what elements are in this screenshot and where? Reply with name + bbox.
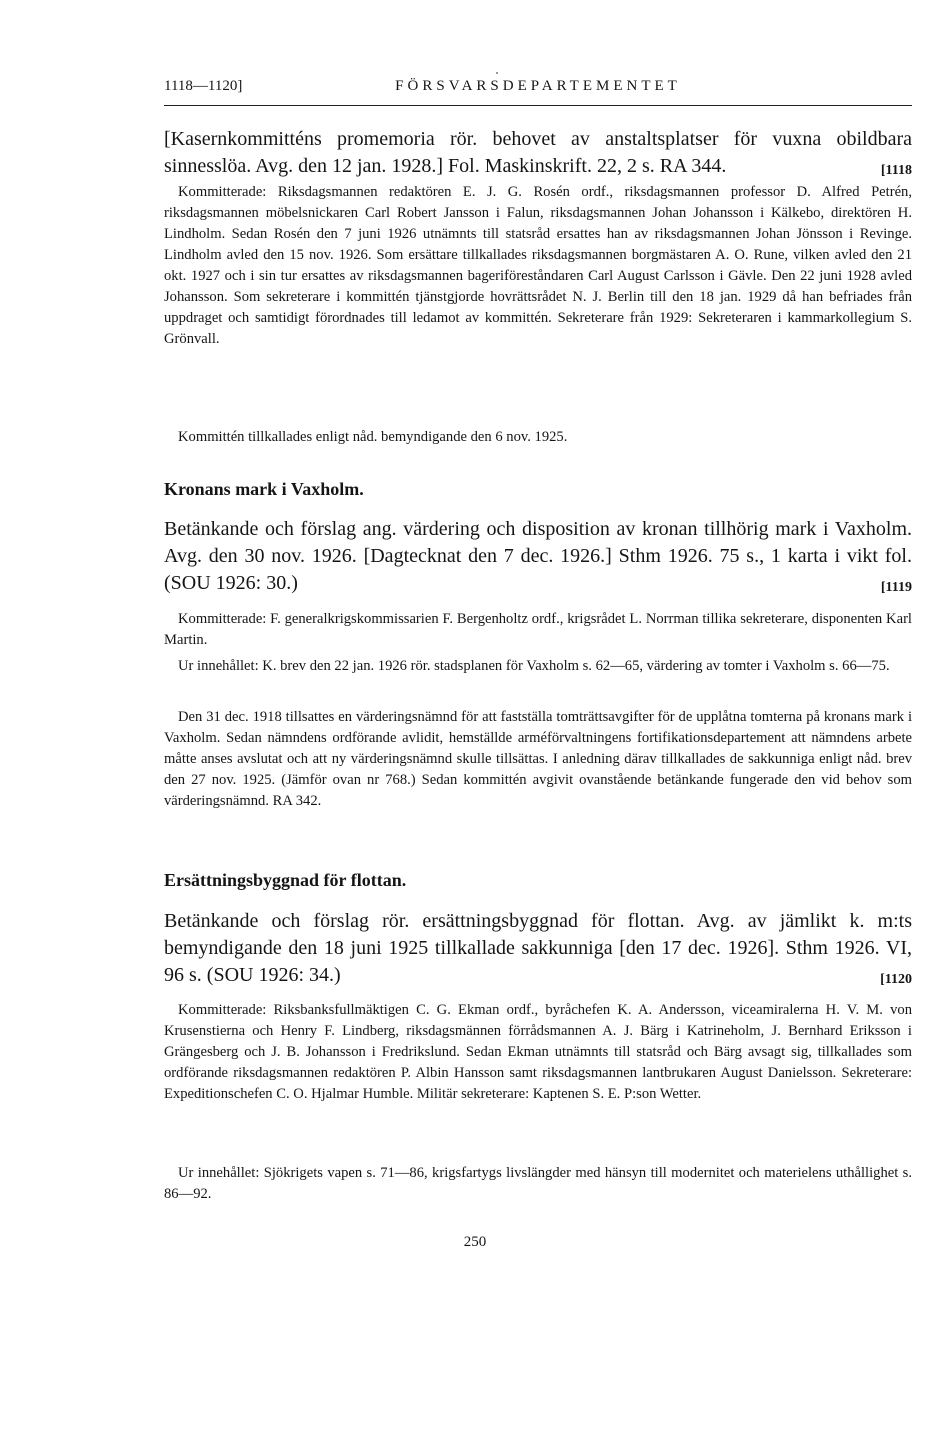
entry-1119-background: Den 31 dec. 1918 tillsattes en värderingsnämnd för att fastställa tomträttsavgifter för de upplåtna tomterna på kronans mark i Vaxholm. Sedan nämndens ordförande avlidit, hemställde arméförvaltningens fortifikationsdepartement att nämndens arbete måtte anses avslutat och att ny värderingsnämnd skulle tillsättas. I anledning därav tillkallades de sakkunniga enligt nåd. brev den 27 nov. 1925. (Jämför ovan nr 768.) Sedan kommittén avgivit ovanstående betänkande fungerade den vid behov som värderingsnämnd. RA 342. (164, 709, 912, 809)
section-heading-flottan: Ersättningsbyggnad för flottan. (164, 870, 407, 890)
entry-1118-committee: Kommitterade: Riksdagsmannen redaktören E. J. G. Rosén ordf., riksdagsmannen professor D. Alfred Petrén, riksdagsmannen möbelsnickaren Carl Robert Jansson i Falun, riksdagsmannen Johan Johansson i Kälkebo, direktören H. Lindholm. Sedan Rosén den 7 juni 1926 utnämnts till statsråd ersattes han av riksdagsmannen Johan Jönsson i Revinge. Lindholm avled den 15 nov. 1926. Som ersättare tillkallades riksdagsmannen borgmästaren A. O. Rune, vilken avled den 21 okt. 1927 och i sin tur ersattes av riksdagsmannen bageriföreståndaren Carl August Carlsson i Gävle. Den 22 juni 1928 avled Johansson. Som sekreterare i kommittén tjänstgjorde hovrättsrådet N. J. Berlin till den 18 jan. 1929 då han befriades från uppdraget och samtidigt förordnades till ledamot av kommittén. Sekreterare från 1929: Sekreteraren i kammarkollegium S. Grönvall. (164, 184, 912, 347)
header-entry-range: 1118—1120] (164, 78, 243, 94)
entry-1120-title (164, 908, 912, 993)
print-speck (496, 72, 498, 74)
entry-1120-title-text: Betänkande och förslag rör. ersättningsbyggnad för flottan. Avg. av jämlikt k. m:ts bemyndigande den 18 juni 1925 tillkallade sakkunniga [den 17 dec. 1926]. Sthm 1926. VI, 96 s. (SOU 1926: 34.) (164, 910, 912, 986)
header-department: FÖRSVARSDEPARTEMENTET (395, 78, 681, 94)
entry-1119-ref: [1119 (880, 580, 912, 595)
entry-1120-ref: [1120 (880, 972, 912, 987)
entry-1118-title (164, 126, 912, 184)
page-number: 250 (463, 1234, 487, 1250)
header-rule (164, 105, 912, 106)
entry-1120-committee: Kommitterade: Riksbanksfullmäktigen C. G. Ekman ordf., byråchefen K. A. Andersson, viceamiralerna H. V. M. von Krusenstierna och Henry F. Lindberg, riksdagsmännen förrådsmannen A. J. Bärg i Katrineholm, J. Bernhard Eriksson i Grängesberg och J. B. Johansson i Fredrikslund. Sedan Ekman utnämnts till statsråd och Bärg avsagt sig, tillkallades som ordförande riksdagsmannen redaktören P. Albin Hansson samt riksdagsmannen lantbrukaren August Danielsson. Sekreterare: Expeditionschefen C. O. Hjalmar Humble. Militär sekreterare: Kaptenen S. E. P:son Wetter. (164, 1002, 912, 1102)
entry-1119-title-text: Betänkande och förslag ang. värdering och disposition av kronan tillhörig mark i Vaxholm. Avg. den 30 nov. 1926. [Dagtecknat den 7 dec. 1926.] Sthm 1926. 75 s., 1 karta i vikt fol. (SOU 1926: 30.) (164, 518, 912, 594)
entry-1119-contents: Ur innehållet: K. brev den 22 jan. 1926 rör. stadsplanen för Vaxholm s. 62—65, värdering av tomter i Vaxholm s. 66—75. (178, 658, 890, 674)
entry-1120-contents: Ur innehållet: Sjökrigets vapen s. 71—86, krigsfartygs livslängder med hänsyn till modernitet och materielens uthållighet s. 86—92. (164, 1165, 912, 1202)
entry-1118-appointment: Kommittén tillkallades enligt nåd. bemyndigande den 6 nov. 1925. (178, 429, 568, 445)
entry-1118-title-text: [Kasernkommitténs promemoria rör. behovet av anstaltsplatser för vuxna obildbara sinnesslöa. Avg. den 12 jan. 1928.] Fol. Maskinskrift. 22, 2 s. RA 344. (164, 128, 912, 177)
entry-1119-title (164, 516, 912, 601)
entry-1118-ref: [1118 (880, 163, 912, 178)
running-header (164, 78, 912, 100)
section-heading-vaxholm: Kronans mark i Vaxholm. (164, 479, 364, 499)
entry-1119-committee: Kommitterade: F. generalkrigskommissarien F. Bergenholtz ordf., krigsrådet L. Norrman tillika sekreterare, disponenten Karl Martin. (164, 611, 912, 648)
